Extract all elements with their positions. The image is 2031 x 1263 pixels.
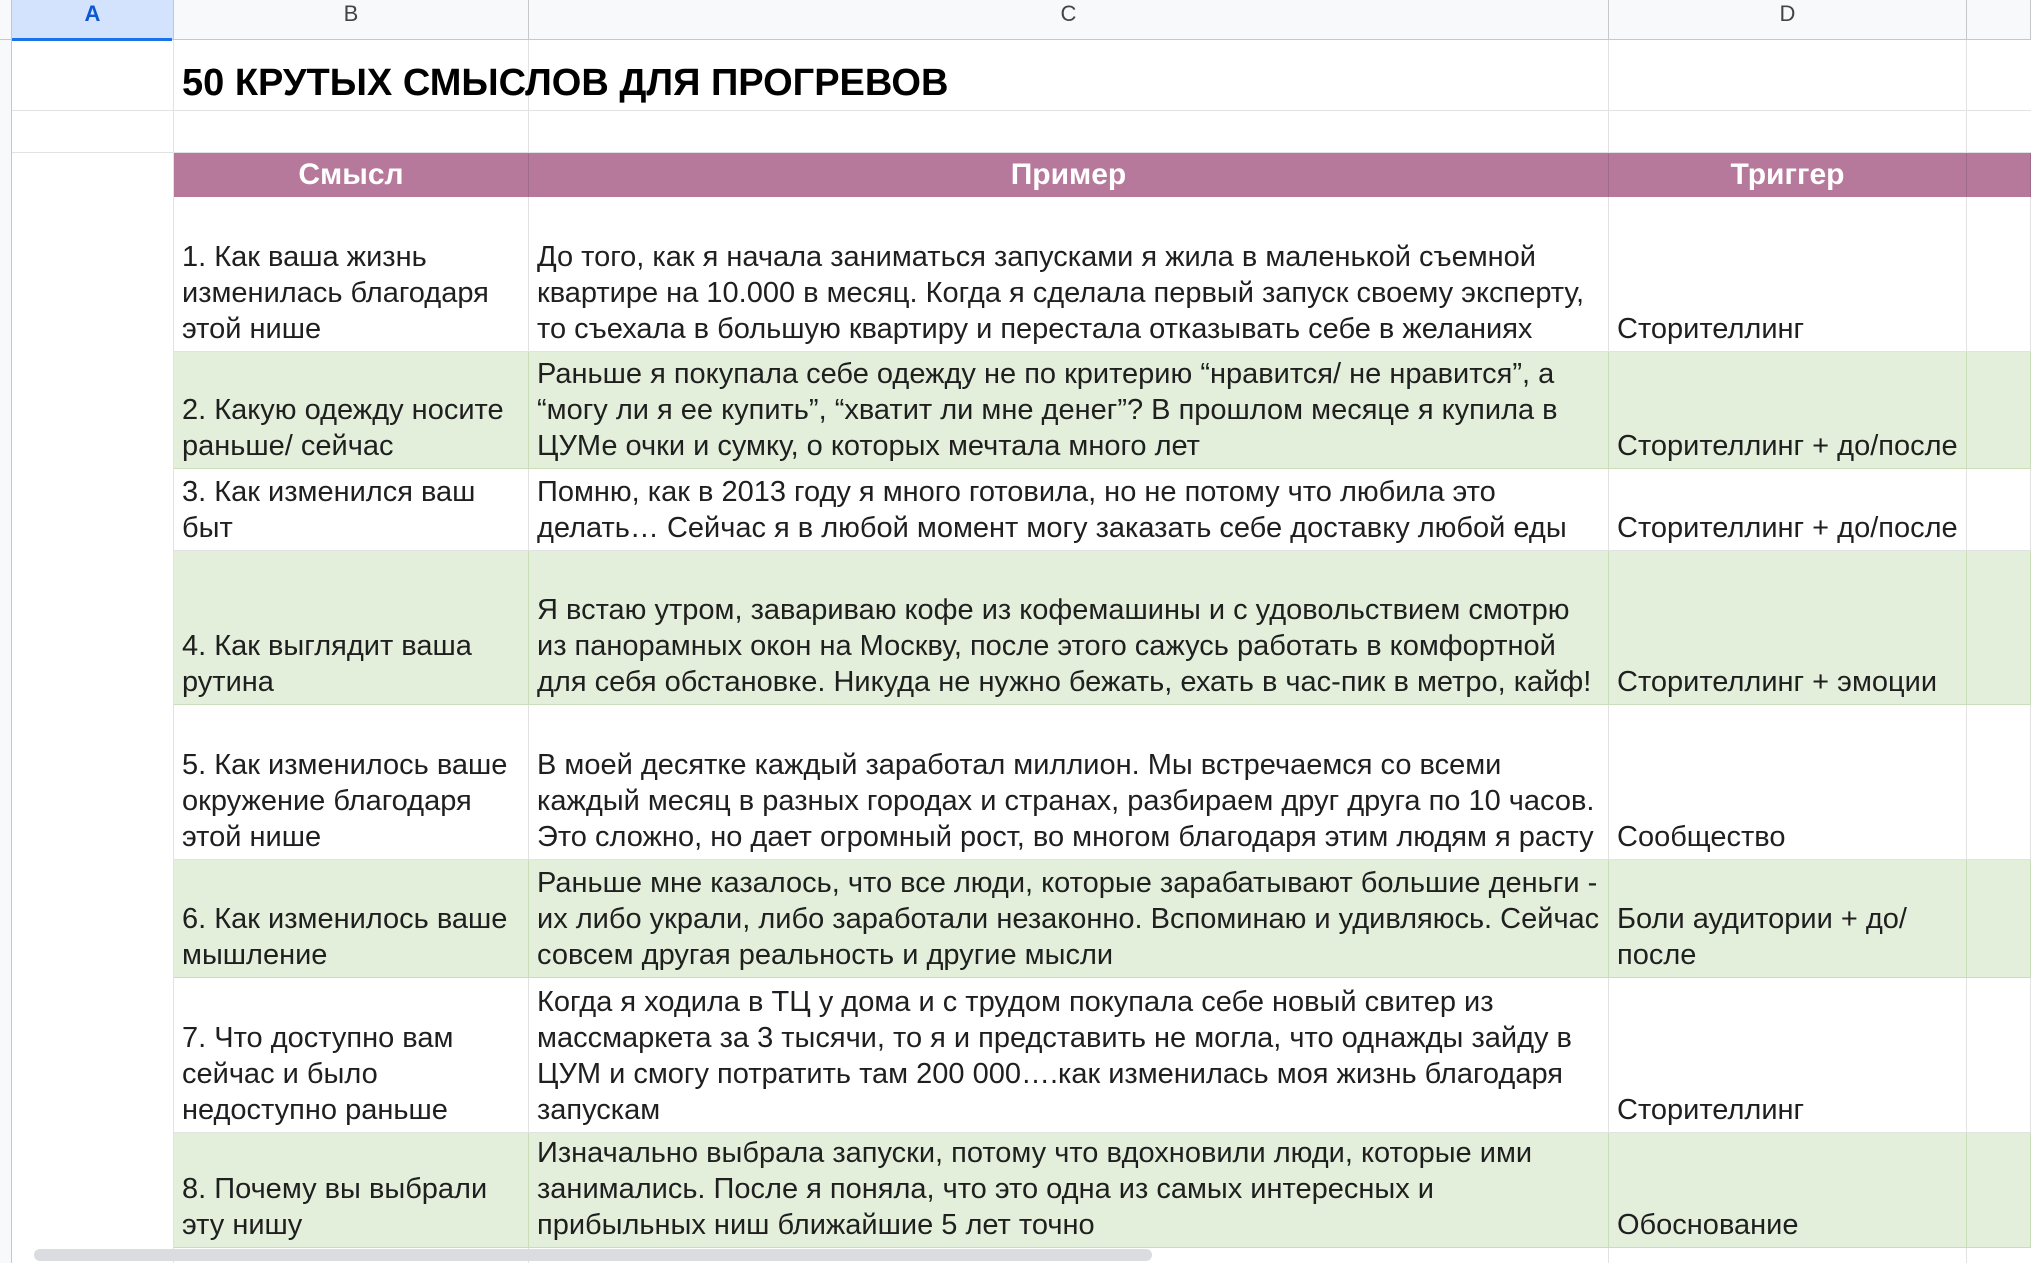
trigger-cell[interactable] (1609, 197, 1967, 352)
trigger-cell[interactable] (1609, 705, 1967, 860)
meaning-cell[interactable] (174, 197, 529, 352)
trigger-text: Боли аудитории + до/после (1617, 903, 1907, 971)
trigger-text: Обоснование (1617, 1209, 1799, 1241)
example-cell[interactable] (529, 197, 1609, 352)
empty-cell[interactable] (1967, 978, 2031, 1133)
meaning-text: 3. Как изменился ваш быт (182, 476, 476, 544)
example-cell[interactable] (529, 978, 1609, 1133)
example-cell[interactable] (529, 469, 1609, 551)
example-cell[interactable] (529, 551, 1609, 705)
column-header-a[interactable]: A (12, 0, 174, 40)
empty-cell[interactable] (1967, 860, 2031, 978)
example-text: До того, как я начала заниматься запусками я жила в маленькой съемной квартире на 10.000 в месяц. Когда я сделала первый запуск своему эксперту, то съехала в большую квартиру и перестала отказывать себе в желаниях (537, 241, 1585, 345)
selected-cell-a1[interactable] (12, 38, 172, 54)
meaning-text: 4. Как выглядит ваша рутина (182, 630, 472, 698)
example-text: Раньше мне казалось, что все люди, которые зарабатывают большие деньги - их либо украли, либо заработали незаконно. Вспоминаю и удивляюсь. Сейчас совсем другая реальность и другие мысли (537, 867, 1600, 971)
trigger-text: Сторителлинг + до/после (1617, 430, 1958, 462)
meaning-text: 8. Почему вы выбрали эту нишу (182, 1173, 488, 1241)
trigger-text: Сторителлинг (1617, 313, 1805, 345)
example-cell[interactable] (529, 705, 1609, 860)
header-trigger[interactable]: Триггер (1609, 153, 1967, 197)
trigger-cell[interactable] (1609, 352, 1967, 469)
example-text: Помню, как в 2013 году я много готовила, но не потому что любила это делать… Сейчас я в любой момент могу заказать себе доставку любой еды (537, 476, 1567, 544)
empty-cell[interactable] (1967, 352, 2031, 469)
trigger-text: Сторителлинг + до/после (1617, 512, 1958, 544)
meaning-cell[interactable] (174, 705, 529, 860)
header-example[interactable]: Пример (529, 153, 1609, 197)
trigger-text: Сторителлинг + эмоции (1617, 666, 1938, 698)
column-header-b[interactable]: B (174, 0, 529, 40)
meaning-text: 6. Как изменилось ваше мышление (182, 903, 508, 971)
trigger-cell[interactable] (1609, 1133, 1967, 1248)
sheet-title[interactable]: 50 КРУТЫХ СМЫСЛОВ ДЛЯ ПРОГРЕВОВ (182, 62, 949, 104)
header-meaning[interactable]: Смысл (174, 153, 529, 197)
empty-cell[interactable] (1967, 1133, 2031, 1248)
meaning-cell[interactable] (174, 978, 529, 1133)
example-text: Когда я ходила в ТЦ у дома и с трудом покупала себе новый свитер из массмаркета за 3 тысячи, то я и представить не могла, что однажды зайду в ЦУМ и смогу потратить там 200 000….как изменилась моя жизнь благодаря запускам (537, 986, 1572, 1126)
empty-cell[interactable] (1967, 197, 2031, 352)
column-header-d[interactable]: D (1609, 0, 1967, 40)
column-header-c[interactable]: C (529, 0, 1609, 40)
meaning-cell[interactable] (174, 1133, 529, 1248)
trigger-text: Сообщество (1617, 821, 1786, 853)
trigger-cell[interactable] (1609, 860, 1967, 978)
trigger-cell[interactable] (1609, 978, 1967, 1133)
meaning-text: 1. Как ваша жизнь изменилась благодаря этой нише (182, 241, 489, 345)
example-cell[interactable] (529, 1133, 1609, 1248)
example-text: В моей десятке каждый заработал миллион. Мы встречаемся со всеми каждый месяц в разных городах и странах, разбираем друг друга по 10 часов. Это сложно, но дает огромный рост, во многом благодаря этим людям я расту (537, 749, 1595, 853)
trigger-text: Сторителлинг (1617, 1094, 1805, 1126)
example-cell[interactable] (529, 860, 1609, 978)
meaning-cell[interactable] (174, 352, 529, 469)
select-all-corner[interactable] (0, 0, 12, 40)
column-header-e[interactable] (1967, 0, 2031, 40)
example-text: Изначально выбрала запуски, потому что вдохновили люди, которые ими занимались. После я поняла, что это одна из самых интересных и прибыльных ниш ближайшие 5 лет точно (537, 1137, 1533, 1241)
row-header-strip[interactable] (0, 40, 12, 1263)
empty-cell[interactable] (1967, 551, 2031, 705)
meaning-cell[interactable] (174, 469, 529, 551)
meaning-text: 2. Какую одежду носите раньше/ сейчас (182, 394, 504, 462)
example-text: Я встаю утром, завариваю кофе из кофемашины и с удовольствием смотрю из панорамных окон на Москву, после этого сажусь работать в комфортной для себя обстановке. Никуда не нужно бежать, ехать в час-пик в метро, кайф! (537, 594, 1592, 698)
meaning-text: 7. Что доступно вам сейчас и было недоступно раньше (182, 1022, 454, 1126)
empty-cell[interactable] (1967, 705, 2031, 860)
example-text: Раньше я покупала себе одежду не по критерию “нравится/ не нравится”, а “могу ли я ее купить”, “хватит ли мне денег”? В прошлом месяце я купила в ЦУМе очки и сумку, о которых мечтала много лет (537, 358, 1558, 462)
meaning-text: 5. Как изменилось ваше окружение благодаря этой нише (182, 749, 508, 853)
meaning-cell[interactable] (174, 860, 529, 978)
trigger-cell[interactable] (1609, 551, 1967, 705)
trigger-cell[interactable] (1609, 469, 1967, 551)
meaning-cell[interactable] (174, 551, 529, 705)
header-extra (1967, 153, 2031, 197)
empty-cell[interactable] (1967, 469, 2031, 551)
example-cell[interactable] (529, 352, 1609, 469)
horizontal-scrollbar[interactable] (34, 1249, 1152, 1261)
